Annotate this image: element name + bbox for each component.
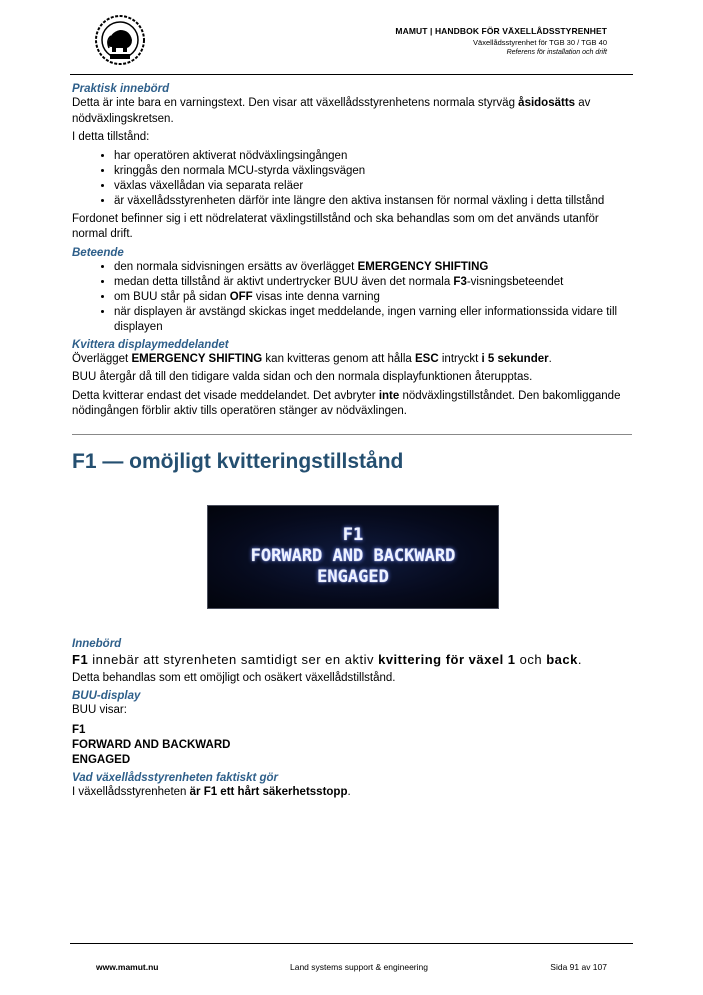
paragraph: Fordonet befinner sig i ett nödrelaterat växlingstillstånd och ska behandlas som om det används utanför normal drift. <box>72 212 599 240</box>
chapter-title-f1: F1 — omöjligt kvitteringstillstånd <box>72 449 404 473</box>
header-title: MAMUT | HANDBOK FÖR VÄXELLÅDSSTYRENHET <box>395 26 607 36</box>
header-reference: Referens för installation och drift <box>506 49 607 56</box>
page-number: Sida 91 av 107 <box>550 962 607 972</box>
list-item: • den normala sidvisningen ersätts av överlägget EMERGENCY SHIFTING <box>114 260 632 275</box>
mamut-logo <box>94 14 146 66</box>
page-footer <box>70 943 633 972</box>
list-item: • är växellådsstyrenheten därför inte längre den aktiva instansen för normal växling i detta tillstånd <box>114 194 632 209</box>
paragraph: BUU visar: <box>72 704 127 716</box>
list-item: • när displayen är avstängd skickas inget meddelande, ingen varning eller informationssida vidare till displayen <box>114 305 632 335</box>
paragraph: Detta kvitterar endast det visade meddelandet. Det avbryter inte nödväxlingstillståndet. Den bakomliggande nödingången förblir aktiv tills operatören stänger av nödväxlingen. <box>72 389 621 417</box>
buu-display-image <box>207 505 499 609</box>
footer-website-link[interactable]: www.mamut.nu <box>96 962 159 972</box>
lcd-line: FORWARD AND BACKWARD <box>250 546 456 566</box>
header-subtitle: Växellådsstyrenhet för TGB 30 / TGB 40 <box>473 38 607 47</box>
paragraph: BUU återgår då till den tidigare valda sidan och den normala displayfunktionen återupptas. <box>72 371 533 383</box>
list-item: • har operatören aktiverat nödväxlingsingången <box>114 149 632 164</box>
lcd-line: ENGAGED <box>317 567 389 587</box>
footer-tagline: Land systems support & engineering <box>290 962 428 972</box>
paragraph: I detta tillstånd: <box>72 131 150 143</box>
list-item: • medan detta tillstånd är aktivt undertrycker BUU även det normala F3-visningsbeteendet <box>114 275 632 290</box>
list-item: • växlas växellådan via separata reläer <box>114 179 632 194</box>
list-item: • kringgås den normala MCU-styrda växlingsvägen <box>114 164 632 179</box>
paragraph: Detta behandlas som ett omöjligt och osäkert växellådstillstånd. <box>72 671 396 684</box>
lcd-line: F1 <box>342 525 364 545</box>
section-heading-kvittera: Kvittera displaymeddelandet <box>72 338 229 351</box>
paragraph: F1 innebär att styrenheten samtidigt ser en aktiv kvittering för växel 1 och back. <box>72 651 582 667</box>
section-heading-beteende: Beteende <box>72 246 124 259</box>
section-heading-buu-display: BUU-display <box>72 690 141 702</box>
list-item: • om BUU står på sidan OFF visas inte denna varning <box>114 290 632 305</box>
paragraph: Detta är inte bara en varningstext. Den visar att växellådsstyrenhetens normala styrväg åsidosätts av nödväxlingskretsen. <box>72 97 591 125</box>
paragraph: Överlägget EMERGENCY SHIFTING kan kvitteras genom att hålla ESC intryckt i 5 sekunder. <box>72 352 552 365</box>
page-content <box>72 82 632 803</box>
section-heading-innebord: Innebörd <box>72 637 122 650</box>
paragraph: I växellådsstyrenheten är F1 ett hårt säkerhetsstopp. <box>72 785 351 798</box>
bullet-list <box>72 149 632 209</box>
section-heading-vad-gor: Vad växellådsstyrenheten faktiskt gör <box>72 771 279 784</box>
bullet-list <box>72 260 632 335</box>
section-divider <box>72 434 632 435</box>
section-heading-praktisk: Praktisk innebörd <box>72 83 170 95</box>
page-header <box>70 14 633 75</box>
buu-display-text: F1 FORWARD AND BACKWARD ENGAGED <box>72 723 231 766</box>
